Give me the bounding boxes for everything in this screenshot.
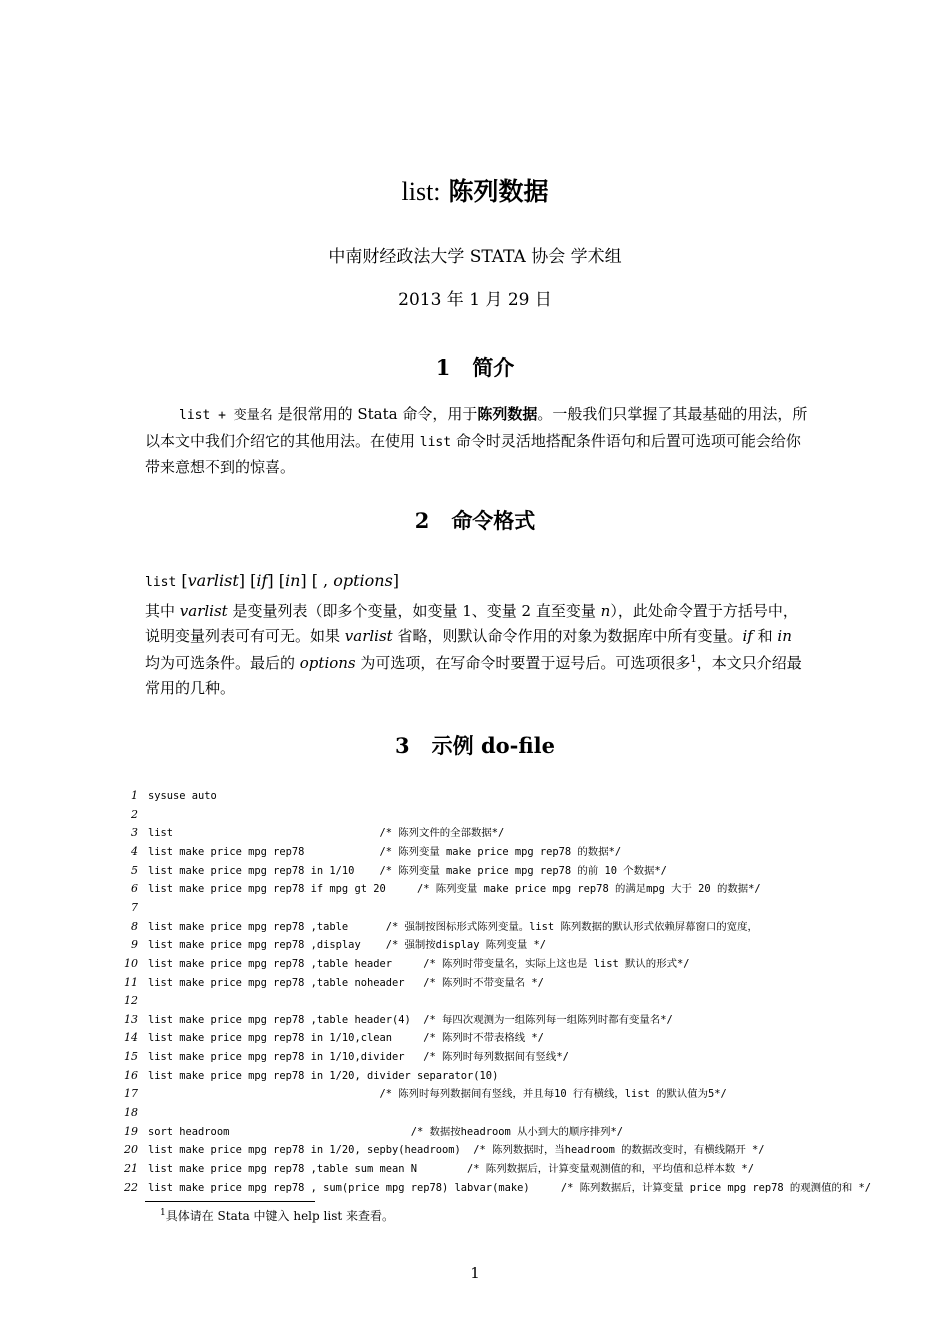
- code-line: [120, 1179, 871, 1197]
- code-line: [120, 918, 758, 936]
- line-number: 20: [124, 1143, 138, 1157]
- section-number: 1: [435, 355, 451, 380]
- line-number: 3: [131, 826, 138, 840]
- section-heading-intro: [0, 352, 950, 382]
- code-line: [120, 1085, 727, 1103]
- code-line: [120, 936, 546, 954]
- line-number: 8: [131, 919, 138, 933]
- intro-paragraph: list + 变量名 是很常用的 Stata 命令，用于陈列数据。一般我们只掌握了其最基础的用法，所以本文中我们介绍它的其他用法。在使用 list 命令时灵活地搭配条件语句和后置可选项可能会给你带来意想不到的惊喜。: [145, 405, 808, 476]
- footnote-mark: 1: [160, 1208, 166, 1218]
- bold-term: 陈列数据: [477, 405, 538, 423]
- section-title: 简介: [472, 355, 515, 380]
- code-line: [120, 1141, 765, 1159]
- title-chinese: 陈列数据: [448, 177, 549, 206]
- line-number: 12: [124, 994, 138, 1008]
- line-number: 5: [131, 863, 138, 877]
- code-text: list make price mpg rep78 ,table header(4) /* 每四次观测为一组陈列每一组陈列时都有变量名*/: [148, 1013, 673, 1026]
- inline-code: list: [419, 434, 452, 450]
- footnote-rule: [145, 1201, 315, 1202]
- line-number: 15: [124, 1050, 138, 1064]
- code-text: list make price mpg rep78 /* 陈列变量 make price mpg rep78 的数据*/: [148, 845, 622, 858]
- line-number: 21: [124, 1162, 138, 1175]
- title-command: list:: [401, 177, 441, 206]
- line-number: 16: [124, 1068, 138, 1082]
- footnote: [160, 1207, 394, 1224]
- code-line: [120, 1160, 754, 1178]
- code-text: /* 陈列时每列数据间有竖线，并且每10 行有横线，list 的默认值为5*/: [148, 1088, 727, 1101]
- code-line: [120, 880, 761, 898]
- date-line: 2013 年 1 月 29 日: [398, 290, 552, 310]
- section-title: 命令格式: [451, 508, 536, 533]
- line-number: 11: [124, 975, 138, 989]
- syntax-command: list: [145, 575, 177, 590]
- section-number: 2: [414, 508, 430, 533]
- code-text: sort headroom /* 数据按headroom 从小到大的顺序排列*/: [148, 1125, 624, 1138]
- paper-title: [0, 172, 950, 208]
- code-line: [120, 843, 621, 861]
- code-line: [120, 1048, 569, 1066]
- line-number: 7: [131, 900, 138, 914]
- line-number: 14: [124, 1031, 138, 1045]
- code-line: [120, 1011, 673, 1029]
- code-line: [120, 806, 148, 824]
- code-text: list make price mpg rep78 ,table /* 强制按图标形式陈列变量。list 陈列数据的默认形式依赖屏幕窗口的宽度，: [148, 920, 758, 933]
- line-number: 22: [124, 1180, 138, 1194]
- inline-code: list + 变量名: [179, 408, 273, 423]
- author-line: 中南财经政法大学 STATA 协会 学术组: [328, 247, 622, 267]
- code-text: list make price mpg rep78 in 1/20, divider separator(10): [148, 1069, 499, 1082]
- syntax-description: 其中 varlist 是变量列表（即多个变量，如变量 1、变量 2 直至变量 n），此处命令置于方括号中，说明变量列表可有可无。如果 varlist 省略，则默认命令作用的对象为数据库中所有变量。if 和 in 均为可选条件。最后的 options 为可选项，在写命令时要置于逗号后。可选项很多$^1$，本文只介绍最常用的几种。: [145, 602, 802, 697]
- code-line: [120, 955, 689, 973]
- section-number: 3: [395, 733, 410, 758]
- code-text: list make price mpg rep78 , sum(price mpg rep78) labvar(make) /* 陈列数据后，计算变量 price mpg rep78 的观测值的和 */: [148, 1181, 872, 1194]
- code-text: list make price mpg rep78 ,table header /* 陈列时带变量名，实际上这也是 list 默认的形式*/: [148, 957, 690, 970]
- code-line: [120, 899, 148, 917]
- code-line: [120, 824, 504, 842]
- code-text: sysuse auto: [148, 790, 217, 802]
- code-text: list make price mpg rep78 ,display /* 强制按display 陈列变量 */: [148, 939, 547, 952]
- line-number: 4: [131, 844, 138, 858]
- code-line: [120, 1123, 623, 1141]
- code-line: [120, 992, 148, 1010]
- line-number: 13: [124, 1012, 138, 1026]
- code-line: [120, 974, 544, 992]
- page-number: 1: [470, 1264, 480, 1282]
- code-line: [120, 862, 667, 880]
- code-text: list make price mpg rep78 in 1/10,divider /* 陈列时每列数据间有竖线*/: [148, 1051, 569, 1064]
- code-text: list make price mpg rep78 ,table noheader /* 陈列时不带变量名 */: [148, 976, 544, 989]
- line-number: 19: [124, 1124, 138, 1138]
- footnote-text: 具体请在 Stata 中键入 help list 来查看。: [165, 1209, 394, 1223]
- line-number: 6: [131, 882, 138, 896]
- code-text: list make price mpg rep78 ,table sum mean N /* 陈列数据后，计算变量观测值的和，平均值和总样本数 */: [148, 1163, 754, 1175]
- line-number: 18: [124, 1106, 138, 1120]
- line-number: 17: [124, 1087, 138, 1101]
- code-line: [120, 787, 217, 805]
- line-number: 2: [131, 807, 138, 821]
- code-line: [120, 1104, 148, 1122]
- section-heading-example: [0, 730, 950, 760]
- code-text: list make price mpg rep78 in 1/10 /* 陈列变量 make price mpg rep78 的前 10 个数据*/: [148, 864, 667, 877]
- line-number: 1: [131, 789, 138, 802]
- section-title: 示例 do-file: [431, 733, 555, 758]
- code-line: [120, 1029, 544, 1047]
- code-text: list make price mpg rep78 if mpg gt 20 /* 陈列变量 make price mpg rep78 的满足mpg 大于 20 的数据*/: [148, 883, 761, 896]
- line-number: 9: [131, 938, 138, 952]
- code-line: [120, 1067, 498, 1085]
- section-heading-syntax: [0, 505, 950, 535]
- code-text: list make price mpg rep78 in 1/10,clean /* 陈列时不带表格线 */: [148, 1032, 544, 1045]
- line-number: 10: [124, 956, 138, 970]
- footnote-ref: 1: [690, 654, 697, 665]
- syntax-line: list [varlist] [if] [in] [ , options]: [145, 571, 400, 590]
- code-text: list /* 陈列文件的全部数据*/: [148, 827, 505, 840]
- code-text: list make price mpg rep78 in 1/20, sepby(headroom) /* 陈列数据时，当headroom 的数据改变时，有横线隔开 */: [148, 1144, 765, 1157]
